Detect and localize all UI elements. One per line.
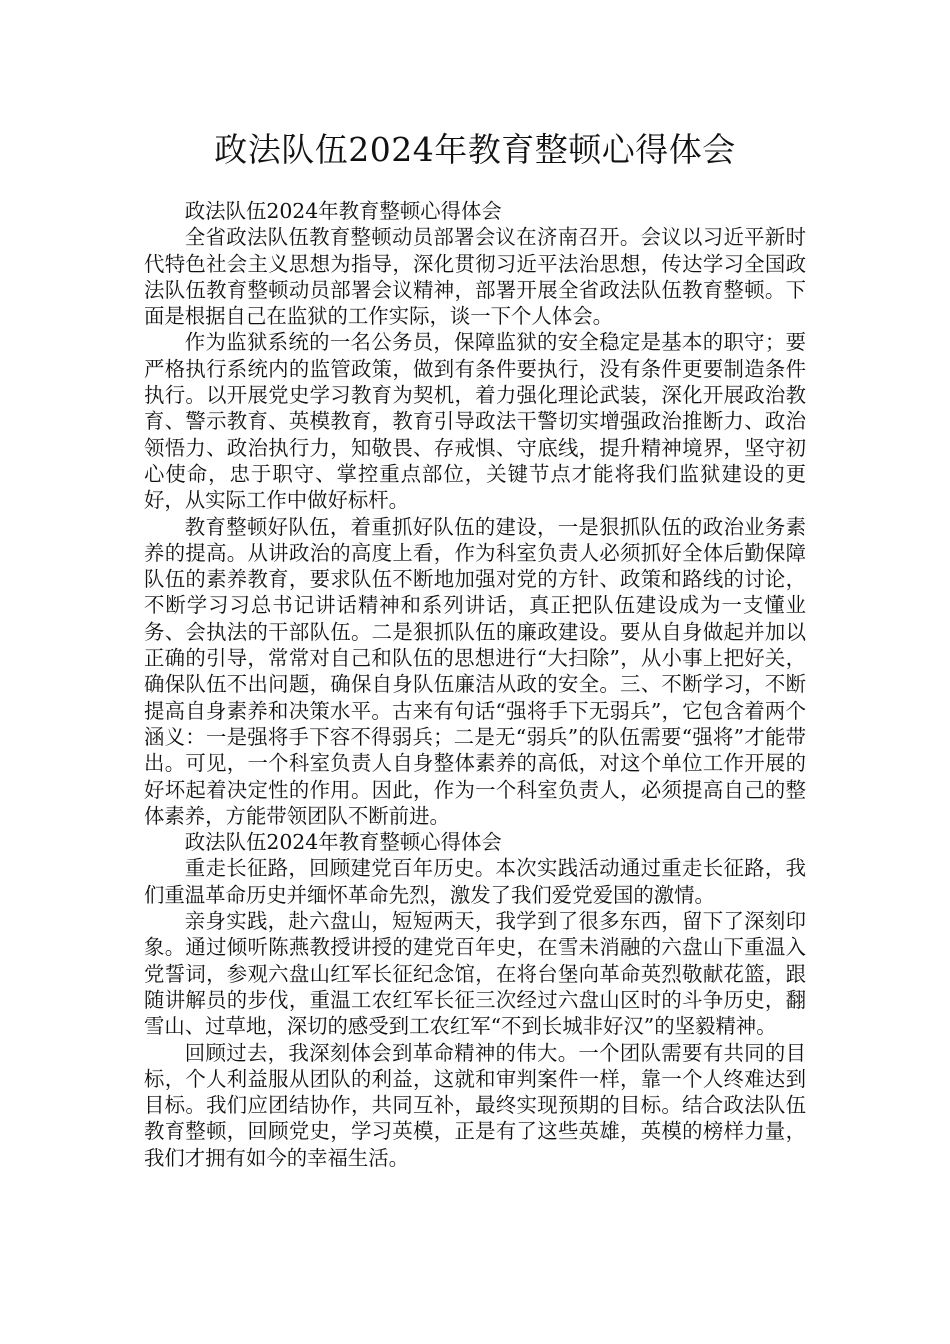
paragraph-heading-2: 政法队伍2024年教育整顿心得体会 [184, 830, 502, 855]
paragraph: 全省政法队伍教育整顿动员部署会议在济南召开。会议以习近平新时代特色社会主义思想为指导，深化贯彻习近平法治思想，传达学习全国政法队伍教育整顿动员部署会议精神，部署开展全省政法队伍教育整顿。下面是根据自己在监狱的工作实际，谈一下个人体会。 [144, 225, 806, 329]
document-title: 政法队伍2024年教育整顿心得体会 [214, 130, 736, 169]
paragraph-heading-1: 政法队伍2024年教育整顿心得体会 [184, 199, 502, 223]
paragraph: 回顾过去，我深刻体会到革命精神的伟大。一个团队需要有共同的目标，个人利益服从团队的利益，这就和审判案件一样，靠一个人终难达到目标。我们应团结协作，共同互补，最终实现预期的目标。结合政法队伍教育整顿，回顾党史，学习英模，正是有了这些英雄，英模的榜样力量，我们才拥有如今的幸福生活。 [144, 1040, 806, 1170]
paragraph: 作为监狱系统的一名公务员，保障监狱的安全稳定是基本的职守；要严格执行系统内的监管政策，做到有条件要执行，没有条件更要制造条件执行。以开展党史学习教育为契机，着力强化理论武装，深化开展政治教育、警示教育、英模教育，教育引导政法干警切实增强政治推断力、政治领悟力、政治执行力，知敬畏、存戒惧、守底线，提升精神境界，坚守初心使命，忠于职守、掌控重点部位，关键节点才能将我们监狱建设的更好，从实际工作中做好标杆。 [144, 330, 806, 513]
paragraph: 教育整顿好队伍，着重抓好队伍的建设，一是狠抓队伍的政治业务素养的提高。从讲政治的高度上看，作为科室负责人必须抓好全体后勤保障队伍的素养教育，要求队伍不断地加强对党的方针、政策和路线的讨论，不断学习习总书记讲话精神和系列讲话，真正把队伍建设成为一支懂业务、会执法的干部队伍。二是狠抓队伍的廉政建设。要从自身做起并加以正确的引导，常常对自己和队伍的思想进行“大扫除”，从小事上把好关，确保队伍不出问题，确保自身队伍廉洁从政的安全。三、不断学习，不断提高自身素养和决策水平。古来有句话“强将手下无弱兵”，它包含着两个涵义：一是强将手下容不得弱兵；二是无“弱兵”的队伍需要“强将”才能带出。可见，一个科室负责人自身整体素养的高低，对这个单位工作开展的好坏起着决定性的作用。因此，作为一个科室负责人，必须提高自己的整体素养，方能带领团队不断前进。 [144, 514, 806, 828]
document-body [144, 198, 806, 1171]
paragraph: 重走长征路，回顾建党百年历史。本次实践活动通过重走长征路，我们重温革命历史并缅怀革命先烈，激发了我们爱党爱国的激情。 [144, 856, 806, 907]
paragraph: 亲身实践，赴六盘山，短短两天，我学到了很多东西，留下了深刻印象。通过倾听陈燕教授讲授的建党百年史，在雪未消融的六盘山下重温入党誓词，参观六盘山红军长征纪念馆，在将台堡向革命英烈敬献花篮，跟随讲解员的步伐，重温工农红军长征三次经过六盘山区时的斗争历史，翻雪山、过草地，深切的感受到工农红军“不到长城非好汉”的坚毅精神。 [144, 909, 806, 1039]
